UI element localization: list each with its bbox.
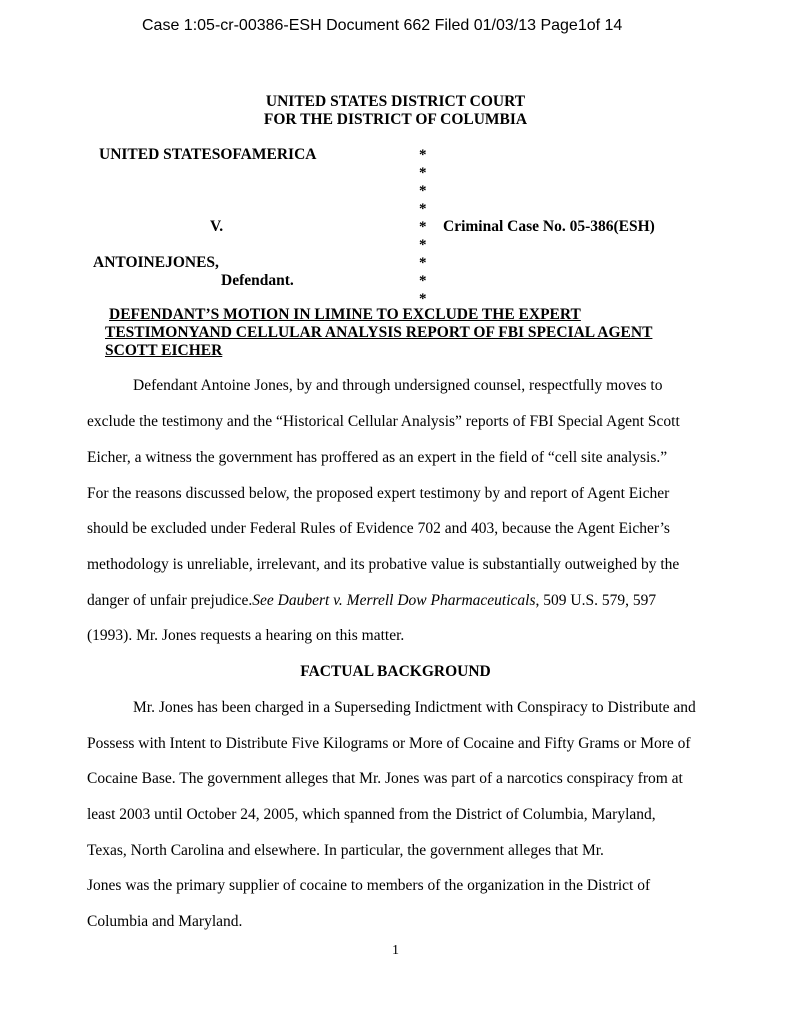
caption-case-number: Criminal Case No. 05-386(ESH): [443, 218, 655, 235]
intro-paragraph-line: exclude the testimony and the “Historical Cellular Analysis” reports of FBI Special Agent Scott: [87, 413, 680, 430]
citation-reporter-text: , 509 U.S. 579, 597: [535, 592, 657, 609]
page-number: 1: [392, 943, 399, 958]
motion-title-line-3: SCOTT EICHER: [105, 342, 223, 359]
citation-lead-text: danger of unfair prejudice.: [87, 592, 253, 609]
caption-divider-star: *: [419, 201, 427, 217]
caption-divider-star: *: [419, 237, 427, 253]
intro-paragraph-line: For the reasons discussed below, the proposed expert testimony by and report of Agent Eicher: [87, 485, 670, 502]
background-paragraph-line: Columbia and Maryland.: [87, 913, 243, 930]
background-paragraph-line: least 2003 until October 24, 2005, which spanned from the District of Columbia, Maryland,: [87, 806, 656, 823]
court-name-line-1: UNITED STATES DISTRICT COURT: [265, 93, 526, 110]
intro-paragraph-line: (1993). Mr. Jones requests a hearing on this matter.: [87, 627, 405, 644]
background-paragraph-line: Jones was the primary supplier of cocaine to members of the organization in the District of: [87, 877, 651, 894]
filing-header-stamp: Case 1:05-cr-00386-ESH Document 662 Filed 01/03/13 Page1of 14: [142, 17, 623, 34]
background-paragraph-line: Mr. Jones has been charged in a Superseding Indictment with Conspiracy to Distribute and: [133, 699, 696, 716]
caption-divider-star: *: [419, 291, 427, 307]
background-paragraph-line: Possess with Intent to Distribute Five Kilograms or More of Cocaine and Fifty Grams or More of: [87, 735, 691, 752]
background-paragraph-line: Texas, North Carolina and elsewhere. In particular, the government alleges that Mr.: [87, 842, 604, 859]
caption-versus: V.: [210, 218, 224, 235]
intro-paragraph-line: methodology is unreliable, irrelevant, and its probative value is substantially outweighed by the: [87, 556, 680, 573]
court-name-line-2: FOR THE DISTRICT OF COLUMBIA: [263, 111, 528, 128]
intro-paragraph-line: Eicher, a witness the government has proffered as an expert in the field of “cell site analysis.”: [87, 449, 668, 466]
case-citation-italic: See Daubert v. Merrell Dow Pharmaceuticals: [252, 592, 536, 609]
caption-plaintiff: UNITED STATESOFAMERICA: [99, 146, 317, 163]
caption-divider-star: *: [419, 255, 427, 271]
caption-defendant-label: Defendant.: [221, 272, 294, 289]
motion-title-line-2: TESTIMONYAND CELLULAR ANALYSIS REPORT OF FBI SPECIAL AGENT: [105, 324, 653, 341]
caption-divider-star: *: [419, 183, 427, 199]
caption-defendant-name: ANTOINEJONES,: [93, 254, 219, 271]
intro-paragraph-line: Defendant Antoine Jones, by and through undersigned counsel, respectfully moves to: [133, 377, 663, 394]
background-paragraph-line: Cocaine Base. The government alleges that Mr. Jones was part of a narcotics conspiracy from at: [87, 770, 683, 787]
caption-divider-star: *: [419, 273, 427, 289]
section-heading: FACTUAL BACKGROUND: [300, 663, 491, 680]
caption-divider-star: *: [419, 219, 427, 235]
caption-divider-star: *: [419, 165, 427, 181]
intro-paragraph-line: should be excluded under Federal Rules of Evidence 702 and 403, because the Agent Eicher’s: [87, 520, 670, 537]
caption-divider-star: *: [419, 147, 427, 163]
intro-paragraph-citation-line: [87, 592, 656, 610]
motion-title-line-1: DEFENDANT’S MOTION IN LIMINE TO EXCLUDE THE EXPERT: [109, 306, 581, 323]
